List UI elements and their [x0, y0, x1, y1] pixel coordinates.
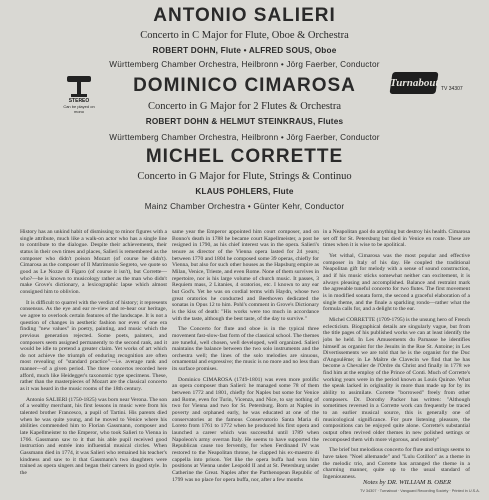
notes-column-1 — [20, 229, 167, 481]
paragraph: The brief but melodious concerto for flute and strings seems to have taken "Noel allemande" and "Lulu Cotillon" as a theme in the melodic trio, and Corrette has arranged the theme in a charming manner, quite up to the usual standard of Ingeniousness. — [323, 447, 470, 480]
work-title-cimarosa: Concerto in G Major for 2 Flutes & Orchestra — [147, 101, 342, 112]
paragraph: Yet withal, Cimarosa was the most popular and effective composer in Italy of his day. He coupled the traditional Neapolitan gift for melody with a sense of sound construction, and if his music sticks somewhat neither can excitement, it is always pleasing and accomplished. Balance and restraint mark the agreeable tuneful concerto for two flutes. The first movement is in modified sonata form, the second a graceful elaboration of a single theme, and the finale a sparkling rondo—rather what the formula calls for, and a delight to the ear. — [323, 252, 470, 313]
paragraph: It is difficult to quarrel with the verdict of history; it represents consensus. As the eye and ear re-view and re-hear our heritage, we agree to overlook certain features of the landscape. It is not a question of changes in aesthetic fashion nor even of one era finding "new values" in poetry, painting, and music which the previous generation rejected. Some poets, painters, and composers seem assigned permanently to the second rank, and it would be idle to pretend a greater claim. Yet works of art which do not achieve the triumph of enduring recognition are often most revealing of "standard practice"—i.e. average rank and manner—of a given period. The three concertos recorded here afford, much like Heidegger's taxonomic type specimens. These, rather than the masterpieces of Mozart are the classical concerto as it was heard in the music rooms of the 18th century. — [20, 299, 167, 393]
composer-salieri: ANTONIO SALIERI — [153, 5, 336, 26]
catalog-number: TV 34307 — [441, 86, 463, 92]
work-title-corrette: Concerto in G Major for Flute, Strings & Continuo — [137, 171, 352, 182]
stereo-sublabel: Can be played on mono — [63, 104, 95, 114]
paragraph: Antonio SALIERI (1750-1825) was born near Verona. The son of a wealthy merchant, his first lessons in music were from his talented brother Francesco, a pupil of Tartini. His parents died when he was quite young, and he moved to Venice where his abilities commended him to Florian Gassmann, composer and late Kapellmeister to the Emperor, who took Salieri to Vienna in 1766. Gassmann saw to it that his able pupil received good instruction and entrée into influential musical circles. When Gassmann died in 1774, it was Salieri who remained his teacher's kindness and saw to it that Gassmann's two daughters were trained as opera singers and began their careers in good style. In the — [20, 396, 168, 476]
footer-imprint: TV 34307 · Turnabout · Vanguard Recording Society · Printed in U.S.A. — [360, 489, 480, 493]
microphone-icon — [67, 76, 91, 98]
notes-credit: Notes by DR. WILLIAM B. OBER — [363, 479, 451, 486]
turnabout-logo — [389, 72, 438, 94]
orchestra-salieri: Württemberg Chamber Orchestra, Heilbronn • Jörg Faerber, Conductor — [109, 60, 380, 69]
notes-column-2 — [172, 229, 319, 487]
paragraph: Michel CORRETTE (1709-1795) is the unsung hero of French eclecticism. Biographical details are singularly vague, but from the title pages of his published works we can at least identify the jobs he held. In Les Amusements du Parnasse he identifies himself as organist for the Jesuits in the Rue St. Antoine; in Les Divertissements we are told that he is the organist for the Duc d'Angoulême; in Le Maître de Clavecin we find that he has become a Chevalier de l'Ordre du Christ and finally in 1778 we find him at the employ of the Prince of Conti. Much of Corrette's working years were in the period known as Louis Quinze. What the speak lacked in originality is more than made up for by its ability to assimilate. Corrette "borrowed" freely from other composers. Dr. Dorothy Packer has written: "Although sometimes reversed in a Corrette work can frequently be traced to an earlier musical source, this is generally one of musicological significance. For pure listening pleasure, the compositions can be enjoyed quite alone. Corrette's substantial output often revived older themes in new polished settings or recomposed them with more vigorous, and entirely" — [323, 316, 470, 443]
paragraph: History has an unkind habit of dismissing to minor figures with a single attribute, much like a walk-on actor who has a single line to contribute to the dialogue. Despite their achievements, their status in their own times and places, Salieri is remembered as the composer who didn't poison Mozart (of course he didn't). Cimarosa as the composer of Il Matrimonio Segreto, we quote so good as Le Nozze di Figaro (of course it isn't), but Corrette—who?—he is known to musicology rather as the man who didn't make Grove's dictionary, a lexicographic lapse which almost consigned him to oblivion. — [20, 229, 167, 295]
composer-cimarosa: DOMINICO CIMAROSA — [133, 75, 356, 96]
turnabout-logo-text: Turnabout — [389, 77, 439, 89]
stereo-label: STEREO — [68, 98, 90, 104]
orchestra-cimarosa: Württemberg Chamber Orchestra, Heilbronn • Jörg Faerber, Conductor — [109, 133, 380, 142]
paragraph: The Concerto for flute and oboe is in the typical three movement fast-slow-fast form of the classical school. The themes are tuneful, well chosen, well developed, well organized. Salieri maintains the balance between the two solo instruments and the orchestra well; the lines of the solo melodies are sinuous, ornamental and expressive; the music is no more and no less than its surface promises. — [172, 326, 320, 373]
notes-column-3 — [323, 229, 470, 485]
paragraph: Dominico CIMAROSA (1749-1801) was even more prolific an opera composer than Salieri: he managed some 78 of them between 1772 and 1801, chiefly for Naples but some for Venice and Rome, even for Turin, Vicenza, and Nice, to say nothing of two for Vienna and two for St. Petersburg. Born at Naples in poverty and orphaned early, he was educated at one of the conservatories at the famous Conservatorio Santa Maria di Loreto from 1761 to 1772 when he produced his first opera and launched a career which was successful until 1789 when Napoleon's army overran Italy. He seems to have supported the Republican cause too fervently, for when Ferdinand IV was restored to the Neapolitan throne, he clapped his ex-maestro di cappella into prison. Yet like the opera buffa had won him positions at Vienna under Leopold II and at St. Petersburg under Catherine the Great. Naples after the Parthenopean Republic of 1799 was no place for opera buffa, nor, after a few months — [172, 376, 319, 483]
stereo-logo — [60, 76, 98, 114]
work-title-salieri: Concerto in C Major for Flute, Oboe & Orchestra — [140, 30, 349, 41]
composer-corrette: MICHEL CORRETTE — [145, 146, 344, 167]
performers-salieri: ROBERT DOHN, Flute • ALFRED SOUS, Oboe — [152, 46, 337, 55]
performers-cimarosa: ROBERT DOHN & HELMUT STEINKRAUS, Flutes — [145, 117, 344, 126]
paragraph: same year the Emperor appointed him court composer, and on Bonno's death in 1788 he became court Kapellmeister, a post he resigned in 1790, as his chief interest was in the opera. Salieri's tenure as director of the Vienna opera lasted for 24 years; between 1770 and 1804 he composed some 39 operas, chiefly for Vienna, but also for such other houses as the Hapsburg empire as Milan, Venice, Trieste, and even Rome. None of them survives in repertoire, nor is his large volume of church music. It passes, 3 Requiem mass, 2 Litanies, 4 oratorios, etc. I known to any ear but God's. Yet he was on cordial terms with Haydn, whose two great oratorios he conducted and Beethoven dedicated the sonatas in Opus 12 to him. Pohl's comment in Grove's Dictionary is the kiss of death: "His works were too much in accordance with the taste, although the best taste, of the day to survive." — [172, 229, 319, 322]
orchestra-corrette: Mainz Chamber Orchestra • Günter Kehr, Conductor — [144, 202, 345, 211]
paragraph: in a Neapolitan gaol do anything but destroy his health. Cimarosa set off for St. Petersburg but died in Venice en route. These are times when it is wise to be apolitical. — [323, 229, 470, 249]
performers-corrette: KLAUS POHLERS, Flute — [195, 187, 294, 196]
liner-notes — [20, 229, 470, 499]
